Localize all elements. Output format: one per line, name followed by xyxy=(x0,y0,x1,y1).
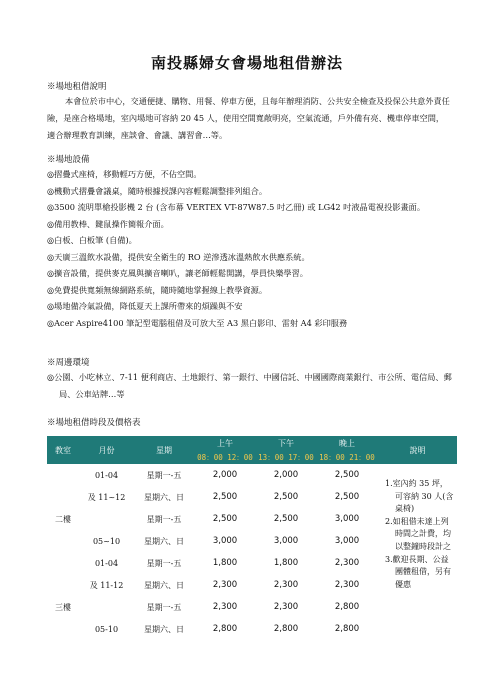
cell-evening: 2,300 xyxy=(334,558,360,568)
cell-morning: 2,500 xyxy=(212,514,238,524)
equipment-item: ◎擴音設備，提供麥克風與擴音喇叭，讓老師輕鬆開講，學員快樂學習。 xyxy=(47,268,308,278)
cell-month: 及 11~12 xyxy=(87,492,126,502)
cell-weekday: 星期六、日 xyxy=(144,624,184,634)
cell-month: 及 11-12 xyxy=(89,580,124,590)
cell-afternoon: 2,300 xyxy=(273,602,299,612)
equipment-item: ◎Acer Aspire4100 筆記型電腦租借及可放大至 A3 黑白影印、雷射 A4 彩印服務 xyxy=(47,317,348,328)
cell-evening: 2,500 xyxy=(334,470,360,480)
equipment-item: ◎3500 流明單槍投影機 2 台 (含布幕 VERTEX VT-87W87.5 吋乙冊) 或 LG42 吋液晶電視投影畫面。 xyxy=(47,202,426,212)
cell-weekday: 星期一-五 xyxy=(146,470,182,480)
note-item: 1.室內約 35 坪，可容納 30 人(含桌椅) xyxy=(385,479,454,514)
equipment-item: ◎免費提供寬頻無線網路系統，隨時隨地掌握線上教學資源。 xyxy=(47,284,268,295)
cell-month xyxy=(79,596,134,618)
cell-morning: 2,000 xyxy=(212,470,238,480)
cell-afternoon: 2,500 xyxy=(273,514,299,524)
cell-afternoon: 1,800 xyxy=(273,558,299,568)
time-afternoon: 13：00 17：00 xyxy=(256,450,316,464)
cell-month: 05~10 xyxy=(92,536,121,546)
equipment-item: ◎機動式摺疊會議桌，隨時根據授課內容輕鬆調整排列組合。 xyxy=(47,185,268,196)
cell-weekday: 星期六、日 xyxy=(144,536,184,546)
cell-afternoon: 2,500 xyxy=(273,492,299,502)
cell-afternoon: 2,800 xyxy=(273,624,299,634)
cell-room: 二樓 xyxy=(55,514,71,524)
header-morning: 上午 xyxy=(194,436,256,450)
cell-morning: 1,800 xyxy=(212,558,238,568)
equipment-item: ◎摺疊式座椅，移動輕巧方便，不佔空間。 xyxy=(47,169,202,179)
header-afternoon: 下午 xyxy=(256,436,316,450)
cell-evening: 2,300 xyxy=(334,580,360,590)
cell-weekday: 星期一-五 xyxy=(146,514,182,524)
pricing-heading: ※場地租借時段及價格表 xyxy=(47,418,141,428)
intro-heading: ※場地租借說明 xyxy=(47,82,107,92)
pricing-notes xyxy=(385,478,455,591)
intro-paragraph xyxy=(47,93,452,144)
cell-afternoon: 2,300 xyxy=(273,580,299,590)
header-weekday: 星期 xyxy=(134,436,194,464)
cell-room xyxy=(47,574,79,596)
cell-month xyxy=(79,508,134,530)
cell-room xyxy=(47,464,79,486)
cell-morning: 2,300 xyxy=(212,580,238,590)
equipment-item: ◎備用教棒、鍵鼠操作簡報介面。 xyxy=(47,218,169,229)
page-title: 南投縣婦女會場地租借辦法 xyxy=(150,54,343,72)
cell-afternoon: 3,000 xyxy=(273,536,299,546)
cell-weekday: 星期一-五 xyxy=(146,558,182,568)
header-month: 月份 xyxy=(79,436,134,464)
cell-month: 05-10 xyxy=(94,624,119,634)
header-evening: 晚上 xyxy=(316,436,378,450)
cell-morning: 2,800 xyxy=(212,624,238,634)
equipment-item: ◎天廣三溫飲水設備，提供安全衛生的 RO 逆滲透冰溫熱飲水供應系統。 xyxy=(47,251,310,262)
equipment-item: ◎白板、白板筆 (自備)。 xyxy=(47,235,137,245)
cell-morning: 2,500 xyxy=(212,492,238,502)
header-notes: 說明 xyxy=(378,436,457,464)
time-evening: 18：00 21：00 xyxy=(316,450,378,464)
equipment-item: ◎場地備冷氣設備，降低夏天上課所帶來的煩躁與不安 xyxy=(47,301,243,311)
equipment-heading: ※場地設備 xyxy=(47,155,90,165)
cell-room xyxy=(47,486,79,508)
cell-morning: 2,300 xyxy=(212,602,238,612)
cell-month: 01-04 xyxy=(94,558,119,568)
note-item: 2.如租借未達上列時間之計費，均以整鐘時段計之 xyxy=(385,516,451,551)
cell-room xyxy=(47,552,79,574)
equipment-list xyxy=(47,166,457,331)
cell-weekday: 星期一-五 xyxy=(146,602,182,612)
cell-room xyxy=(47,530,79,552)
cell-morning: 3,000 xyxy=(212,536,238,546)
cell-evening: 3,000 xyxy=(334,514,360,524)
cell-evening: 2,800 xyxy=(334,624,360,634)
environment-text: ◎公園、小吃林立、7-11 便利商店、土地銀行、第一銀行、中國信託、中國國際商業銀行、市公所、電信局、郵局、公車站牌…等 xyxy=(47,372,452,399)
cell-evening: 2,500 xyxy=(334,492,360,502)
cell-month: 01-04 xyxy=(94,470,119,480)
cell-weekday: 星期六、日 xyxy=(144,580,184,590)
cell-evening: 3,000 xyxy=(334,536,360,546)
cell-evening: 2,800 xyxy=(334,602,360,612)
cell-weekday: 星期六、日 xyxy=(144,492,184,502)
cell-afternoon: 2,000 xyxy=(273,470,299,480)
intro-text: 本會位於市中心，交通便捷、購物、用餐、停車方便，且每年辦理消防、公共安全檢查及投保公共意外責任險，是座合格場地，室內場地可容納 20 45 人，使用空間寬敞明亮，空氣流通，戶外備有亮、機車停車空間，適合辦理教育訓練，座談會、會議、講習會…等。 xyxy=(47,96,450,140)
environment-heading: ※周邊環境 xyxy=(47,358,90,368)
time-morning: 08：00 12：00 xyxy=(194,450,256,464)
note-item: 3.歡迎長期、公益團體租借，另有優惠 xyxy=(385,554,451,589)
cell-room: 三樓 xyxy=(55,602,71,612)
cell-room xyxy=(47,618,79,640)
header-room: 教室 xyxy=(47,436,79,464)
